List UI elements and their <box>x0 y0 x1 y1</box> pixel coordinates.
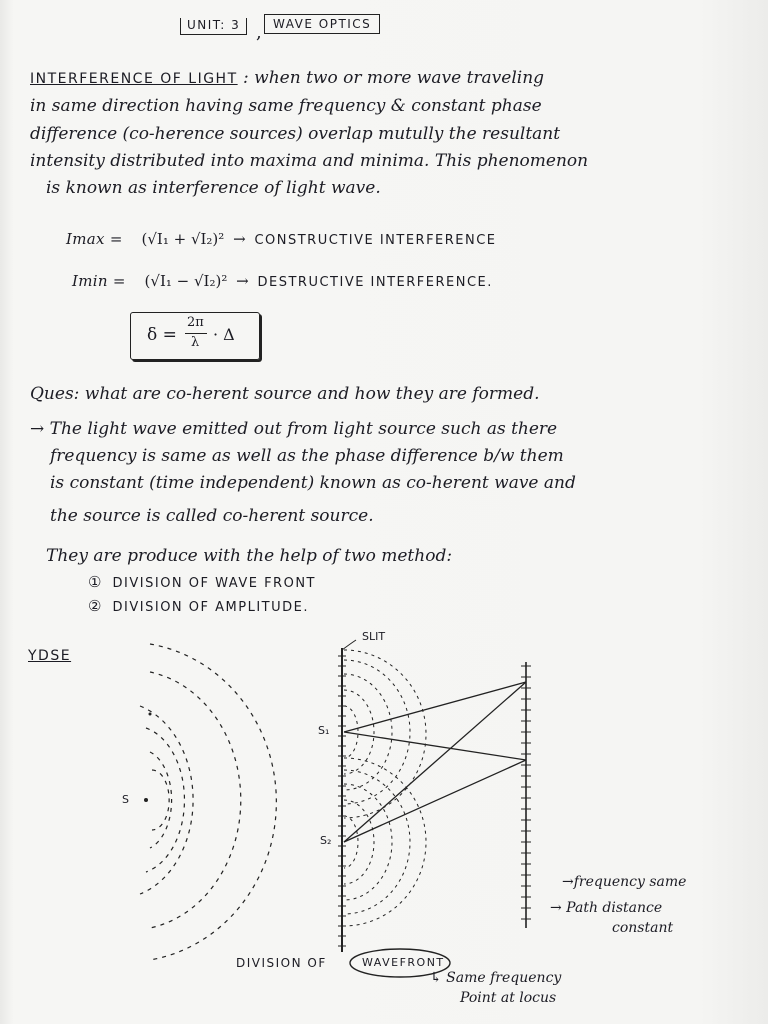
imax-desc: CONSTRUCTIVE INTERFERENCE <box>254 233 497 248</box>
interference-text-5: is known as interference of light wave. <box>46 178 381 198</box>
wavefront-arc <box>152 770 169 830</box>
phase-den: λ <box>191 335 200 350</box>
caption-same-frequency: ↳ Same frequency <box>430 970 562 986</box>
wavefront-arc <box>150 672 241 928</box>
answer-line-3: is constant (time independent) known as co-herent wave and <box>50 473 576 493</box>
imin-desc: DESTRUCTIVE INTERFERENCE. <box>257 275 493 290</box>
question-text: Ques: what are co-herent source and how they are formed. <box>30 384 540 404</box>
method-2-number: ② <box>88 597 102 615</box>
wavefront-arc <box>150 752 172 848</box>
wavefront-arc <box>146 728 184 872</box>
caption-point-at-locus: Point at locus <box>460 990 557 1006</box>
note-frequency-same: →frequency same <box>562 874 687 890</box>
note-path-distance: → Path distance <box>550 900 663 916</box>
ink-dot <box>149 713 152 716</box>
imax-arrow: → <box>233 230 246 248</box>
interference-text-1: : when two or more wave traveling <box>243 68 545 88</box>
methods-intro: They are produce with the help of two method: <box>46 546 453 566</box>
method-2-text: DIVISION OF AMPLITUDE. <box>112 600 309 615</box>
ray-s2-upper <box>344 682 526 842</box>
wavelet-arc <box>344 816 358 868</box>
ydse-title: YDSE <box>28 648 72 664</box>
phase-rhs: · Δ <box>213 325 235 344</box>
method-1-number: ① <box>88 573 102 591</box>
slit-label: SLIT <box>362 630 386 643</box>
imin-label: Imin = <box>72 272 126 290</box>
answer-line-4: the source is called co-herent source. <box>50 506 374 526</box>
wavelet-arc <box>344 660 410 804</box>
imax-expr: (√I₁ + √I₂)² <box>141 230 225 248</box>
note-constant: constant <box>612 920 674 936</box>
interference-rays <box>344 682 526 842</box>
interference-text-2: in same direction having same frequency & constant phase <box>30 96 542 116</box>
unit-text: UNIT: 3 <box>187 18 241 32</box>
interference-text-3: difference (co-herence sources) overlap mutully the resultant <box>30 124 561 144</box>
imax-label: Imax = <box>66 230 123 248</box>
secondary-wavefronts-s2 <box>344 758 426 926</box>
interference-heading: INTERFERENCE OF LIGHT <box>30 71 238 87</box>
ray-s2-lower <box>344 760 526 842</box>
ray-s1-lower <box>344 732 526 760</box>
method-1-text: DIVISION OF WAVE FRONT <box>112 576 316 591</box>
incident-wavefronts <box>140 644 276 960</box>
phase-num: 2π <box>187 315 204 330</box>
topic-text: WAVE OPTICS <box>273 17 372 31</box>
header-comma: , <box>256 22 262 43</box>
answer-line-2: frequency is same as well as the phase difference b/w them <box>50 446 564 466</box>
wavelet-arc <box>344 800 374 884</box>
imin-arrow: → <box>236 272 249 290</box>
wavelet-arc <box>344 758 426 926</box>
interference-text-4: intensity distributed into maxima and minima. This phenomenon <box>30 151 589 171</box>
wavelet-arc <box>344 770 410 914</box>
s2-label: S₂ <box>320 834 332 847</box>
slit-pointer <box>342 640 356 650</box>
source-label: S <box>122 793 129 806</box>
screen-scale <box>521 662 531 928</box>
ray-s1-upper <box>344 682 526 732</box>
source-point <box>144 798 148 802</box>
caption-wavefront: WAVEFRONT <box>362 956 445 969</box>
wavelet-arc <box>344 690 374 774</box>
s1-label: S₁ <box>318 724 330 737</box>
imin-expr: (√I₁ − √I₂)² <box>144 272 228 290</box>
answer-line-1: → The light wave emitted out from light source such as there <box>30 419 558 439</box>
phase-lhs: δ = <box>147 325 177 345</box>
caption-division-of: DIVISION OF <box>236 956 327 970</box>
